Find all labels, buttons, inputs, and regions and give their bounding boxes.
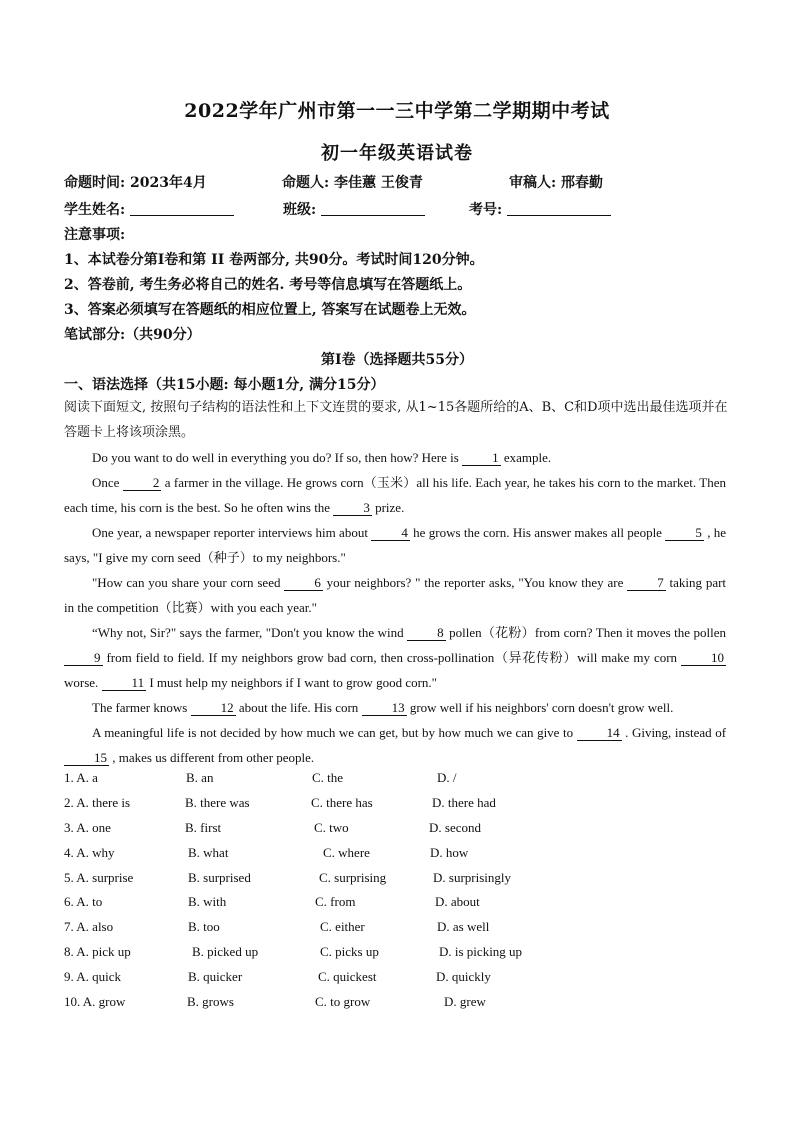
part-heading: 一、语法选择（共15小题: 每小题1分, 满分15分） (64, 377, 385, 393)
option-b[interactable]: B. there was (185, 794, 250, 810)
option-d[interactable]: D. how (430, 844, 469, 860)
exam-id-blank[interactable] (507, 201, 611, 216)
option-d[interactable]: D. second (429, 819, 481, 835)
option-c[interactable]: C. quickest (318, 969, 377, 985)
note-item: 1、本试卷分第I卷和第 II 卷两部分, 共90分。考试时间120分钟。 (64, 252, 484, 268)
option-b[interactable]: B. picked up (192, 944, 259, 960)
option-c[interactable]: C. from (315, 894, 356, 910)
instructions: 阅读下面短文, 按照句子结构的语法性和上下文连贯的要求, 从1~15各题所给的A、B、C和D项中选出最佳选项并在答题卡上将该项涂黑。 (64, 400, 728, 440)
option-b[interactable]: B. surprised (188, 869, 251, 885)
option-a[interactable]: 7. A. also (64, 919, 114, 935)
option-b[interactable]: B. too (188, 919, 220, 935)
option-c[interactable]: C. to grow (315, 994, 371, 1010)
option-b[interactable]: B. grows (187, 994, 234, 1010)
notes-heading: 注意事项: (64, 227, 126, 243)
passage-paragraph: Do you want to do well in everything you do? If so, then how? Here is 1 example. (92, 450, 552, 465)
student-name-label: 学生姓名: (64, 202, 126, 218)
option-c[interactable]: C. two (314, 819, 349, 835)
option-a[interactable]: 8. A. pick up (64, 944, 131, 960)
answer-blank[interactable]: 3 (333, 500, 372, 516)
option-b[interactable]: B. with (188, 894, 227, 910)
option-b[interactable]: B. first (185, 819, 222, 835)
exam-title: 2022学年广州市第一一三中学第二学期期中考试 (184, 100, 610, 122)
class-label: 班级: (283, 202, 317, 218)
passage-paragraph: "How can you share your corn seed 6 your neighbors? " the reporter asks, "You know they are 7 taking part in the competition（比赛）with you each year." (64, 575, 727, 615)
option-a[interactable]: 10. A. grow (64, 994, 126, 1010)
passage-paragraph: “Why not, Sir?" says the farmer, "Don't you know the wind 8 pollen（花粉）from corn? Then it moves the pollen 9 from field to field. If my neighbors grow bad corn, then cross-pollination（异花传粉）will make my corn 10 worse. 11 I must help my neighbors if I want to grow good corn." (64, 625, 726, 690)
option-d[interactable]: D. as well (437, 919, 490, 935)
passage-paragraph: Once 2 a farmer in the village. He grows corn（玉米）all his life. Each year, he takes his corn to the market. Then each time, his corn is the best. So he often wins the 3 prize. (64, 475, 727, 515)
answer-blank[interactable]: 5 (665, 525, 704, 541)
option-d[interactable]: D. / (437, 770, 457, 785)
note-item: 3、答案必须填写在答题纸的相应位置上, 答案写在试题卷上无效。 (64, 302, 476, 318)
option-a[interactable]: 1. A. a (64, 770, 98, 785)
options-list (64, 770, 730, 1019)
option-c[interactable]: C. picks up (320, 944, 379, 960)
option-row (64, 919, 730, 944)
answer-blank[interactable]: 9 (64, 650, 103, 666)
option-c[interactable]: C. there has (311, 794, 373, 810)
option-row (64, 944, 730, 969)
class-field[interactable] (283, 199, 425, 219)
answer-blank[interactable]: 1 (462, 450, 501, 466)
option-a[interactable]: 5. A. surprise (64, 869, 134, 885)
option-c[interactable]: C. either (320, 919, 365, 935)
meta-author: 命题人: 李佳蕙 王俊青 (282, 175, 423, 191)
answer-blank[interactable]: 7 (627, 575, 666, 591)
option-a[interactable]: 6. A. to (64, 894, 103, 910)
answer-blank[interactable]: 11 (102, 675, 147, 691)
option-b[interactable]: B. what (188, 844, 229, 860)
option-a[interactable]: 2. A. there is (64, 794, 131, 810)
option-row (64, 994, 730, 1019)
option-d[interactable]: D. quickly (436, 969, 491, 985)
passage-paragraph: The farmer knows 12 about the life. His corn 13 grow well if his neighbors' corn doesn't grow well. (92, 700, 674, 715)
option-b[interactable]: B. quicker (188, 969, 243, 985)
option-row (64, 894, 730, 919)
written-part-label: 笔试部分:（共90分） (64, 327, 201, 343)
student-name-field[interactable] (64, 199, 234, 219)
option-row (64, 820, 730, 845)
meta-reviewer: 审稿人: 邢春勤 (509, 175, 604, 191)
answer-blank[interactable]: 15 (64, 750, 109, 766)
note-item: 2、答卷前, 考生务必将自己的姓名. 考号等信息填写在答题纸上。 (64, 277, 472, 293)
option-d[interactable]: D. there had (432, 794, 496, 810)
option-a[interactable]: 4. A. why (64, 844, 115, 860)
option-row (64, 770, 730, 795)
exam-id-field[interactable] (469, 199, 611, 219)
option-a[interactable]: 3. A. one (64, 819, 111, 835)
option-row (64, 969, 730, 994)
exam-id-label: 考号: (469, 202, 503, 218)
option-d[interactable]: D. about (435, 894, 480, 910)
option-c[interactable]: C. where (323, 844, 370, 860)
option-a[interactable]: 9. A. quick (64, 969, 122, 985)
option-row (64, 795, 730, 820)
option-row (64, 870, 730, 895)
answer-blank[interactable]: 12 (191, 700, 236, 716)
option-c[interactable]: C. surprising (319, 869, 387, 885)
answer-blank[interactable]: 13 (362, 700, 407, 716)
answer-blank[interactable]: 14 (577, 725, 622, 741)
student-name-blank[interactable] (130, 201, 234, 216)
cloze-passage (64, 445, 726, 770)
answer-blank[interactable]: 4 (371, 525, 410, 541)
answer-blank[interactable]: 8 (407, 625, 446, 641)
option-b[interactable]: B. an (186, 770, 214, 785)
meta-time: 命题时间: 2023年4月 (64, 175, 207, 191)
passage-paragraph: One year, a newspaper reporter interviews him about 4 he grows the corn. His answer makes all people 5 , he says, "I give my corn seed（种子）to my neighbors." (64, 525, 727, 565)
answer-blank[interactable]: 2 (123, 475, 162, 491)
class-blank[interactable] (321, 201, 425, 216)
option-d[interactable]: D. surprisingly (433, 869, 511, 885)
section-heading: 第Ⅰ卷（选择题共55分） (320, 352, 474, 368)
exam-subtitle: 初一年级英语试卷 (321, 143, 473, 164)
answer-blank[interactable]: 6 (284, 575, 323, 591)
option-d[interactable]: D. grew (444, 994, 486, 1010)
option-d[interactable]: D. is picking up (439, 944, 523, 960)
answer-blank[interactable]: 10 (681, 650, 726, 666)
option-row (64, 845, 730, 870)
option-c[interactable]: C. the (312, 770, 344, 785)
passage-paragraph: A meaningful life is not decided by how much we can get, but by how much we can give to 14 . Giving, instead of 15 , makes us different from other people. (64, 720, 726, 770)
